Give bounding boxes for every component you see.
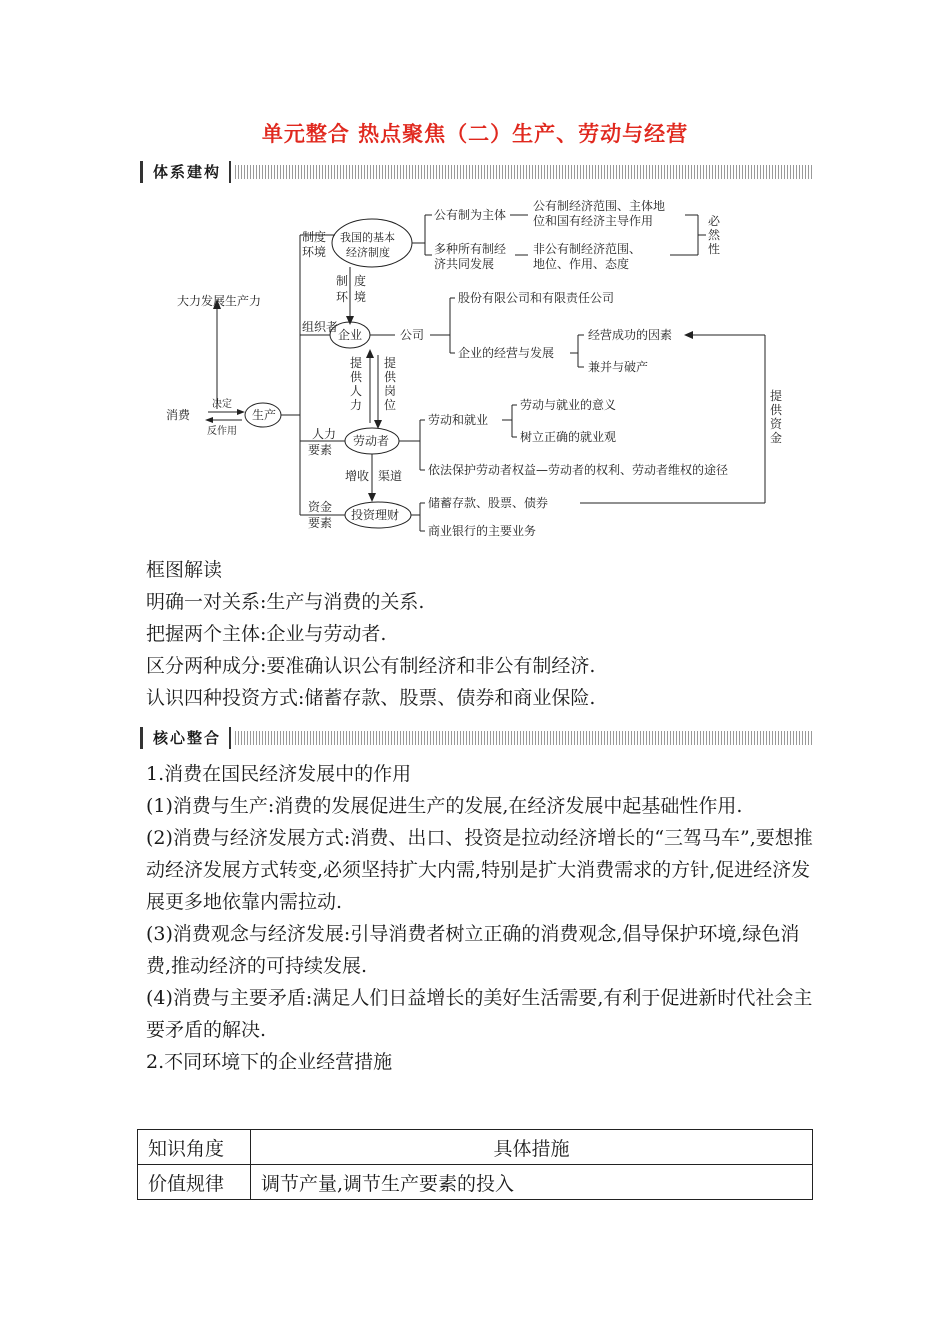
node-investment: 投资理财	[351, 508, 400, 522]
label-sys-env-v3: 环	[336, 290, 349, 304]
label-provide-fund-2: 供	[770, 403, 783, 417]
node-company-types: 股份有限公司和有限责任公司	[458, 291, 615, 305]
reading-block	[146, 554, 814, 714]
label-provide-fund-4: 金	[770, 431, 783, 445]
label-capital-1: 资金	[308, 500, 333, 514]
label-decide: 决定	[212, 399, 232, 410]
node-consume: 消费	[166, 408, 191, 422]
table-row	[138, 1165, 813, 1200]
label-provide-labor-3: 人	[350, 384, 363, 398]
label-sys-env-v4: 境	[354, 290, 367, 304]
node-labor-meaning: 劳动与就业的意义	[520, 398, 617, 412]
node-basic-system-1: 我国的基本	[340, 231, 395, 244]
node-operation: 企业的经营与发展	[458, 346, 555, 360]
node-public-main: 公有制为主体	[434, 208, 507, 222]
node-merger: 兼并与破产	[588, 360, 649, 374]
label-provide-labor-4: 力	[350, 398, 363, 412]
node-savings: 储蓄存款、股票、债券	[428, 496, 549, 510]
core-block	[146, 758, 814, 1078]
node-public-scope-1: 公有制经济范围、主体地	[533, 199, 666, 213]
node-nonpublic-2: 地位、作用、态度	[533, 257, 630, 271]
label-human-2: 要素	[308, 443, 333, 457]
label-necessary-1: 必	[708, 214, 721, 228]
label-capital-2: 要素	[308, 516, 333, 530]
page-title: 单元整合 热点聚焦（二）生产、劳动与经营	[261, 122, 689, 146]
core-heading-1: 1.消费在国民经济发展中的作用	[146, 763, 412, 785]
section-divider	[235, 731, 812, 745]
core-heading-2: 2.不同环境下的企业经营措施	[146, 1051, 393, 1073]
node-enterprise: 企业	[338, 328, 363, 342]
label-necessary-3: 性	[708, 242, 721, 256]
label-human-1: 人力	[312, 427, 337, 441]
label-channel: 渠道	[378, 469, 403, 483]
reading-heading: 框图解读	[146, 559, 223, 581]
label-react: 反作用	[207, 426, 237, 437]
measures-table	[137, 1129, 813, 1200]
node-develop: 大力发展生产力	[177, 294, 262, 308]
section-header-framework	[140, 161, 812, 183]
label-sys-env-v2: 度	[354, 274, 367, 288]
core-paragraph: (3)消费观念与经济发展:引导消费者树立正确的消费观念,倡导保护环境,绿色消费,推动经济的可持续发展.	[146, 923, 800, 977]
node-basic-system-2: 经济制度	[346, 246, 390, 259]
node-rights: 依法保护劳动者权益—劳动者的权利、劳动者维权的途径	[428, 463, 729, 477]
concept-diagram	[150, 195, 790, 545]
node-right-view: 树立正确的就业观	[520, 430, 617, 444]
label-system-env-2: 环境	[302, 245, 327, 259]
node-multi-own-2: 济共同发展	[434, 257, 495, 271]
reading-line: 把握两个主体:企业与劳动者.	[146, 623, 387, 645]
label-provide-job-4: 位	[384, 398, 397, 412]
core-paragraph: (2)消费与经济发展方式:消费、出口、投资是拉动经济增长的“三驾马车”,要想推动经济发展方式转变,必须坚持扩大内需,特别是扩大消费需求的方针,促进经济发展更多地依靠内需拉动.	[146, 827, 813, 913]
node-company: 公司	[400, 328, 425, 342]
table-cell: 价值规律	[138, 1165, 251, 1200]
reading-line: 明确一对关系:生产与消费的关系.	[146, 591, 425, 613]
label-necessary-2: 然	[708, 228, 721, 242]
label-provide-labor-1: 提	[350, 356, 363, 370]
table-header-cell: 具体措施	[251, 1130, 813, 1165]
reading-line: 区分两种成分:要准确认识公有制经济和非公有制经济.	[146, 655, 596, 677]
reading-line: 认识四种投资方式:储蓄存款、股票、债券和商业保险.	[146, 687, 596, 709]
section-divider	[235, 165, 812, 179]
label-provide-labor-2: 供	[350, 370, 363, 384]
section-label: 体系建构	[140, 161, 231, 183]
node-labor-employment: 劳动和就业	[428, 413, 489, 427]
label-provide-fund-1: 提	[770, 389, 783, 403]
label-increase-income: 增收	[345, 469, 370, 483]
label-organizer: 组织者	[302, 320, 339, 334]
node-public-scope-2: 位和国有经济主导作用	[533, 214, 654, 228]
label-sys-env-v1: 制	[336, 274, 349, 288]
node-bank: 商业银行的主要业务	[428, 524, 537, 538]
label-provide-job-2: 供	[384, 370, 397, 384]
label-provide-job-1: 提	[384, 356, 397, 370]
table-header-cell: 知识角度	[138, 1130, 251, 1165]
node-multi-own-1: 多种所有制经	[434, 242, 507, 256]
section-label: 核心整合	[140, 727, 231, 749]
node-nonpublic-1: 非公有制经济范围、	[533, 242, 642, 256]
node-production: 生产	[252, 408, 277, 422]
node-success: 经营成功的因素	[588, 328, 673, 342]
label-system-env-1: 制度	[302, 230, 327, 244]
section-header-core	[140, 727, 812, 749]
node-worker: 劳动者	[353, 434, 390, 448]
core-paragraph: (1)消费与生产:消费的发展促进生产的发展,在经济发展中起基础性作用.	[146, 795, 743, 817]
table-cell: 调节产量,调节生产要素的投入	[251, 1165, 813, 1200]
core-paragraph: (4)消费与主要矛盾:满足人们日益增长的美好生活需要,有利于促进新时代社会主要矛盾的解决.	[146, 987, 813, 1041]
label-provide-fund-3: 资	[770, 417, 783, 431]
label-provide-job-3: 岗	[384, 384, 397, 398]
table-header-row	[138, 1130, 813, 1165]
